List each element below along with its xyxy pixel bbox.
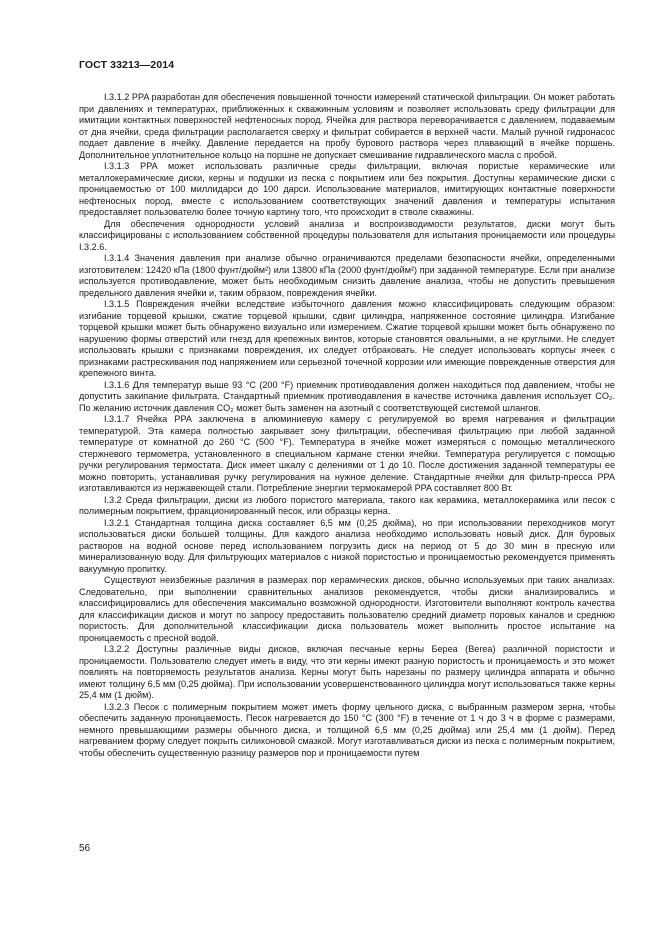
paragraph-i-3-2-1: I.3.2.1 Стандартная толщина диска составляет 6,5 мм (0,25 дюйма), но при использовании переходников могут использоваться диски большей толщины. Для каждого анализа необходимо использовать новый диск. Для буровых растворов на водной основе перед использованием погрузить диск на период от 5 до 30 мин в пресную или минерализованную воду. Для фильтрующих материалов с низкой пористостью и проницаемостью рекомендуется применять вакуумную пропитку. (79, 517, 615, 574)
paragraph-pore-size-differences: Существуют неизбежные различия в размерах пор керамических дисков, обычно используемых при таких анализах. Следовательно, при выполнении сравнительных анализов рекомендуется, чтобы диски анализировались и классифицировались для обеспечения максимально возможной однородности. Изготовители выполняют контроль качества для классификации дисков и могут по запросу предоставить пользователю средний диаметр поровых каналов и среднюю пористость. Для дополнительной классификации диска пользователь может выполнить простое испытание на проницаемость с пресной водой. (79, 575, 615, 643)
paragraph-i-3-2-3: I.3.2.3 Песок с полимерным покрытием может иметь форму цельного диска, с выбранным размером зерна, чтобы обеспечить заданную проницаемость. Песок нагревается до 150 °С (300 °F) в течение от 1 ч до 3 ч в форме с размерами, немного превышающими размеры обычного диска, и толщиной 6,5 мм (0,25 дюйма) или 25,4 мм (1 дюйм). Перед нагреванием форму следует покрыть силиконовой смазкой. Могут изготавливаться диски из песка с полимерным покрытием, чтобы обеспечить существенную разницу размеров пор и проницаемости путем (79, 701, 615, 758)
paragraph-i-3-1-5: I.3.1.5 Повреждения ячейки вследствие избыточного давления можно классифицировать следующим образом: изгибание торцевой крышки, сжатие торцевой крышки, сдвиг цилиндра, напряженное состояние цилиндра. Изгибание торцевой крышки может быть обнаружено визуально или измерением. Сжатие торцевой крышки может быть обнаружено по нарушению формы отверстий или гнезд для крепежных винтов, которые становятся овальными, а не круглыми. Не следует использовать крышки с признаками повреждения, их следует отбраковать. Не следует использовать корпусы ячеек с признаками растрескивания под напряжением или серьезной точечной коррозии или имеющие поврежденные отверстия для крепежного винта. (79, 299, 615, 378)
page-number: 56 (79, 843, 91, 854)
document-body (79, 92, 615, 759)
paragraph-i-3-1-6: I.3.1.6 Для температур выше 93 °С (200 °F) приемник противодавления должен находиться под давлением, чтобы не допустить закипание фильтрата. Стандартный приемник противодавления в качестве источника давления использует CO₂. По желанию источник давления CO₂ может быть заменен на азотный с соответствующей системой шлангов. (79, 379, 615, 413)
paragraph-i-3-2: I.3.2 Среда фильтрации, диски из любого пористого материала, такого как керамика, металлокерамика или песок с полимерным покрытием, фракционированный песок, или образцы керна. (79, 494, 615, 516)
paragraph-i-3-1-3: I.3.1.3 PPA может использовать различные среды фильтрации, включая пористые керамические или металлокерамические диски, керны и подушки из песка с покрытием или без покрытия. Доступны керамические диски с проницаемостью от 100 миллидарси до 100 дарси. Использование материалов, имитирующих контактные поверхности нефтеносных пород, вместе с использованием соответствующих значений давления и температуры испытания предоставляет пользователю более точную картину того, что происходит в стволе скважины. (79, 161, 615, 217)
paragraph-i-3-1-2: I.3.1.2 PPA разработан для обеспечения повышенной точности измерений статической фильтрации. Он может работать при давлениях и температурах, приближенных к скважинным условиям и позволяет использовать среду фильтрации для имитации контактных поверхностей нефтеносных пород. Ячейка для раствора переворачивается с давлением, подаваемым от дна ячейки, среда фильтрации располагается сверху и фильтрат собирается в верхней части. Малый ручной гидронасос подает давление в ячейку. Давление передается на пробу бурового раствора через плавающий в ячейке поршень. Дополнительное уплотнительное кольцо на поршне не допускает смешивание гидравлического масла с пробой. (79, 92, 615, 160)
paragraph-i-3-1-7: I.3.1.7 Ячейка PPA заключена в алюминиевую камеру с регулируемой во время нагревания и фильтрации температурой. Эта камера полностью закрывает зону фильтрации, обеспечивая фильтрацию при любой заданной температуре от комнатной до 260 °С (500 °F). Температура в ячейке может измеряться с помощью металлического стержневого термометра, установленного в специальном кармане стенки ячейки. Температура регулируется с помощью ручки регулирования термостата. Диск имеет шкалу с делениями от 1 до 10. После достижения заданной температуры ее можно повторить, устанавливая ручку регулирования на нужное деление. Стандартные ячейки для фильтр-пресса PPA изготавливаются из нержавеющей стали. Потребление энергии термокамерой PPA составляет 800 Вт. (79, 414, 615, 493)
paragraph-i-3-1-4: I.3.1.4 Значения давления при анализе обычно ограничиваются пределами безопасности ячейки, определенными изготовителем: 12420 кПа (1800 фунт/дюйм²) или 13800 кПа (2000 фунт/дюйм²) при заданной температуре. Если при анализе используется противодавление, может быть необходимым снизить давление анализа, чтобы не допустить превышения предельного давления ячейки и, таким образом, повреждения ячейки. (79, 253, 615, 298)
paragraph-disk-classification: Для обеспечения однородности условий анализа и воспроизводимости результатов, диски могут быть классифицированы с использованием собственной процедуры пользователя для испытания проницаемости или процедуры I.3.2.6. (79, 218, 615, 252)
standard-header: ГОСТ 33213—2014 (79, 59, 175, 71)
paragraph-i-3-2-2: I.3.2.2 Доступны различные виды дисков, включая песчаные керны Береа (Berea) различной пористости и проницаемости. Пользователю следует иметь в виду, что эти керны имеют разную пористость и проницаемость и это может повлиять на повторяемость результатов анализа. Керны могут быть нарезаны по размеру цилиндра аппарата и обычно имеют толщину 6,5 мм (0,25 дюйма). При использовании усовершенствованного цилиндра могут использоваться также керны 25,4 мм (1 дюйм). (79, 644, 615, 700)
